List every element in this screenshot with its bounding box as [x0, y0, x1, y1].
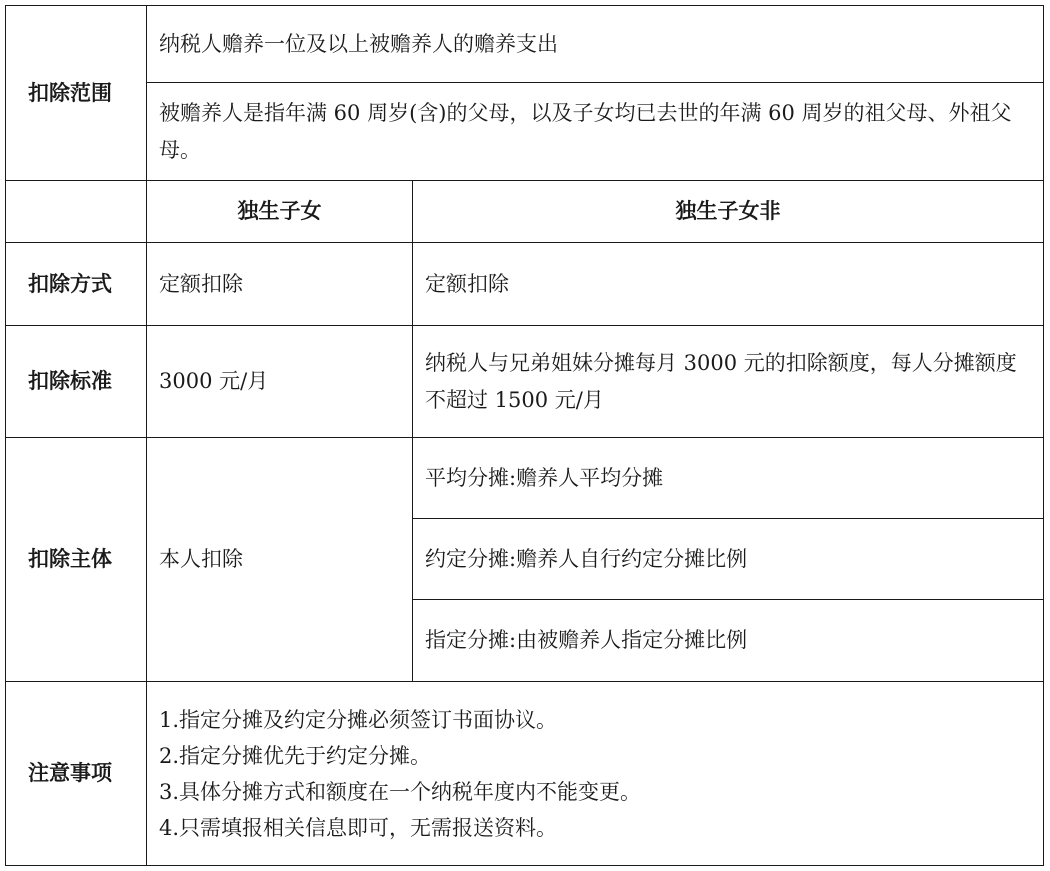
subject-only-child: 本人扣除: [147, 438, 413, 682]
scope-row-2: [6, 83, 1044, 181]
method-non-only-child: 定额扣除: [413, 243, 1044, 326]
scope-label: 扣除范围: [6, 6, 147, 181]
scope-text-1: 纳税人赡养一位及以上被赡养人的赡养支出: [147, 6, 1044, 83]
header-non-only-child: 独生子女非: [413, 181, 1044, 243]
standard-label: 扣除标准: [6, 326, 147, 438]
subject-option-designated: 指定分摊:由被赡养人指定分摊比例: [413, 600, 1044, 682]
header-only-child: 独生子女: [147, 181, 413, 243]
scope-row-1: [6, 6, 1044, 83]
subject-option-average: 平均分摊:赡养人平均分摊: [413, 438, 1044, 519]
standard-non-only-child: 纳税人与兄弟姐妹分摊每月 3000 元的扣除额度，每人分摊额度不超过 1500 元/月: [413, 326, 1044, 438]
subject-option-agreed: 约定分摊:赡养人自行约定分摊比例: [413, 519, 1044, 600]
deduction-table: [5, 5, 1044, 866]
notes-list: [147, 682, 1044, 866]
note-item: 1.指定分摊及约定分摊必须签订书面协议。: [159, 707, 558, 732]
subject-label: 扣除主体: [6, 438, 147, 682]
header-empty-cell: [6, 181, 147, 243]
standard-only-child: 3000 元/月: [147, 326, 413, 438]
subject-row-1: [6, 438, 1044, 519]
notes-label: 注意事项: [6, 682, 147, 866]
note-item: 3.具体分摊方式和额度在一个纳税年度内不能变更。: [159, 779, 642, 804]
method-only-child: 定额扣除: [147, 243, 413, 326]
scope-text-2: 被赡养人是指年满 60 周岁(含)的父母，以及子女均已去世的年满 60 周岁的祖父母、外祖父母。: [147, 83, 1044, 181]
note-item: 2.指定分摊优先于约定分摊。: [159, 743, 432, 768]
method-row: [6, 243, 1044, 326]
standard-row: [6, 326, 1044, 438]
method-label: 扣除方式: [6, 243, 147, 326]
column-header-row: [6, 181, 1044, 243]
note-item: 4.只需填报相关信息即可，无需报送资料。: [159, 815, 558, 840]
notes-row: [6, 682, 1044, 866]
